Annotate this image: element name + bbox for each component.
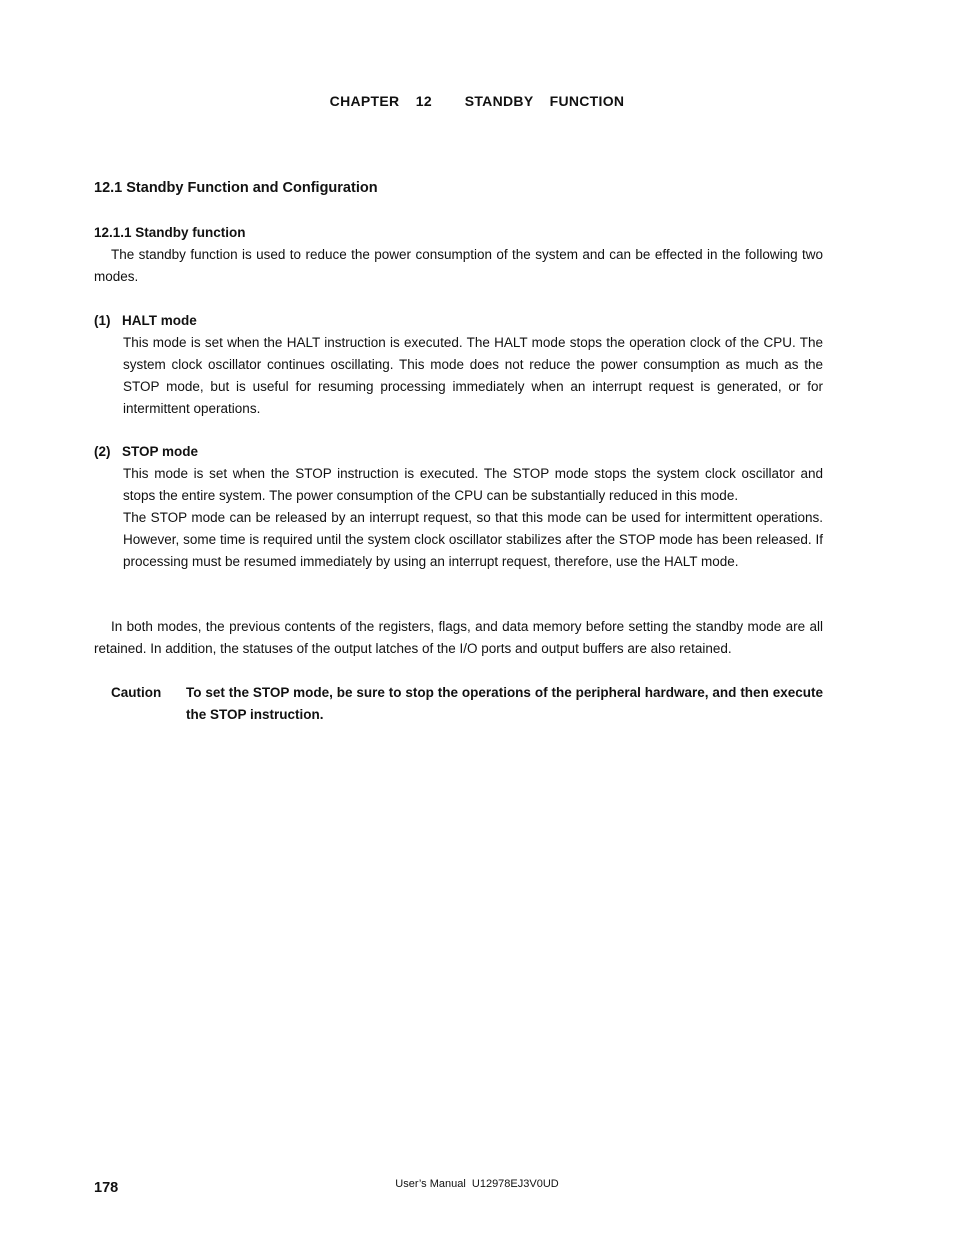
stop-mode-paragraph-1: This mode is set when the STOP instruction is executed. The STOP mode stops the system clock oscillator and stops the entire system. The power consumption of the CPU can be substantially reduced in this mode. bbox=[123, 466, 823, 503]
halt-mode-title: HALT mode bbox=[122, 313, 197, 328]
chapter-title: CHAPTER 12 STANDBY FUNCTION bbox=[329, 93, 625, 109]
stop-mode-title: STOP mode bbox=[122, 444, 199, 459]
section-title: 12.1 Standby Function and Configuration bbox=[94, 180, 378, 196]
footer-manual-id: User’s Manual U12978EJ3V0UD bbox=[395, 1178, 559, 1190]
intro-paragraph: The standby function is used to reduce the power consumption of the system and can be effected in the following two modes. bbox=[94, 247, 823, 284]
stop-mode-number: (2) bbox=[94, 444, 111, 459]
caution-label: Caution bbox=[111, 685, 162, 700]
halt-mode-number: (1) bbox=[94, 313, 111, 328]
caution-text: To set the STOP mode, be sure to stop the operations of the peripheral hardware, and then execute the STOP instruction. bbox=[186, 685, 823, 722]
halt-mode-heading bbox=[94, 313, 197, 328]
both-modes-paragraph: In both modes, the previous contents of the registers, flags, and data memory before setting the standby mode are all retained. In addition, the statuses of the output latches of the I/O ports and output buffers are also retained. bbox=[94, 619, 823, 656]
halt-mode-paragraph: This mode is set when the HALT instruction is executed. The HALT mode stops the operation clock of the CPU. The system clock oscillator continues oscillating. This mode does not reduce the power consumption as much as the STOP mode, but is useful for resuming processing immediately when an interrupt request is generated, or for intermittent operations. bbox=[123, 335, 823, 416]
stop-mode-paragraph-2: The STOP mode can be released by an interrupt request, so that this mode can be used for intermittent operations. However, some time is required until the system clock oscillator stabilizes after the STOP mode has been released. If processing must be resumed immediately by using an interrupt request, therefore, use the HALT mode. bbox=[123, 510, 823, 569]
stop-mode-heading bbox=[94, 444, 198, 459]
page-number: 178 bbox=[94, 1180, 119, 1196]
subsection-title: 12.1.1 Standby function bbox=[94, 225, 246, 240]
